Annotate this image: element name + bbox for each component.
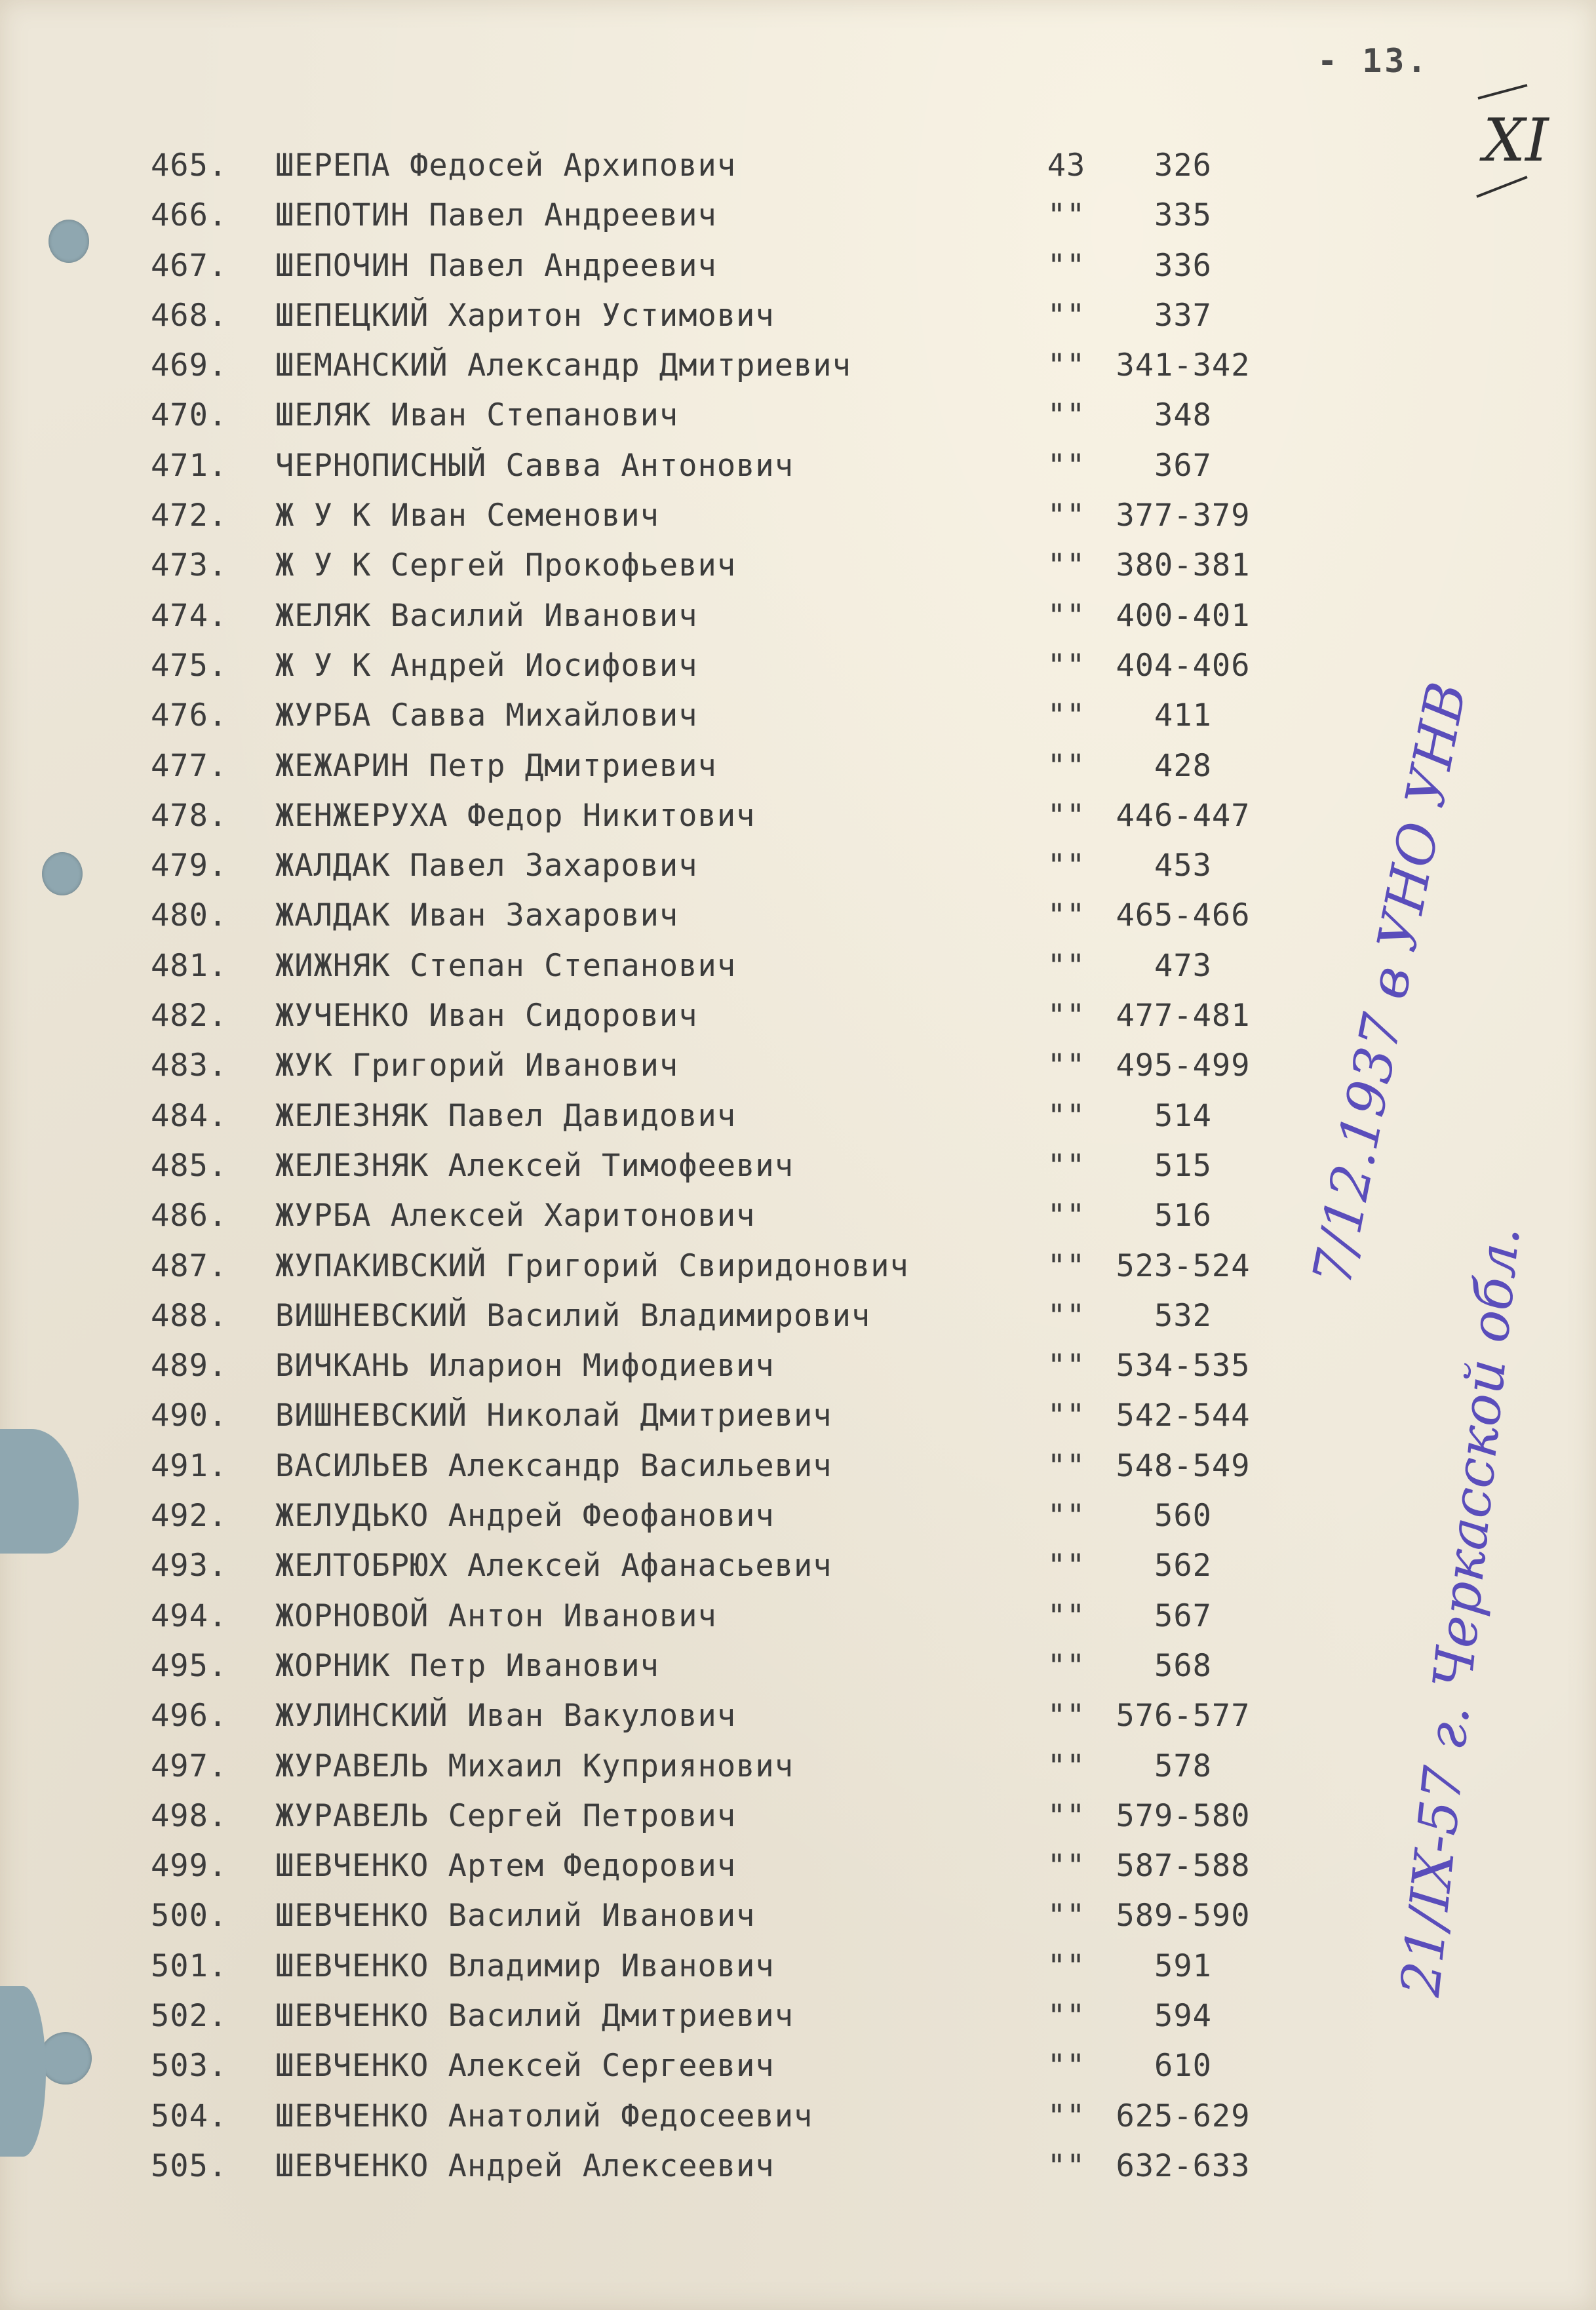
table-row (151, 1541, 1298, 1591)
entry-number: 473. (151, 547, 228, 584)
entry-pages: 579-580 (1116, 1797, 1251, 1834)
entry-name: ЖУПАКИВСКИЙ Григорий Свиридонович (275, 1247, 909, 1284)
entry-name: ЖУРБА Савва Михайлович (275, 697, 698, 734)
entry-pages: 548-549 (1116, 1447, 1251, 1484)
entry-ditto: "" (1047, 597, 1086, 634)
table-row (151, 791, 1298, 841)
table-row (151, 1841, 1298, 1891)
entry-ditto: "" (1047, 1698, 1086, 1734)
table-row (151, 641, 1298, 691)
table-row (151, 141, 1298, 191)
entry-pages: 348 (1154, 397, 1212, 434)
entry-pages: 495-499 (1116, 1047, 1251, 1084)
entry-ditto: "" (1047, 1297, 1086, 1334)
entry-name: Ж У К Андрей Иосифович (275, 647, 698, 684)
entry-pages: 576-577 (1116, 1698, 1251, 1734)
entry-name: ЖУРАВЕЛЬ Михаил Куприянович (275, 1748, 794, 1784)
margin-roman-numeral (1465, 72, 1549, 203)
table-row (151, 1141, 1298, 1191)
entry-ditto: "" (1047, 347, 1086, 384)
entry-name: ЖУЧЕНКО Иван Сидорович (275, 998, 698, 1034)
entry-ditto: "" (1047, 1097, 1086, 1134)
entry-name: ШЕЛЯК Иван Степанович (275, 397, 679, 434)
entry-number: 478. (151, 797, 228, 834)
table-row (151, 291, 1298, 341)
entry-ditto: "" (1047, 747, 1086, 784)
entry-ditto: "" (1047, 2098, 1086, 2134)
entry-ditto: "" (1047, 647, 1086, 684)
entry-pages: 632-633 (1116, 2147, 1251, 2184)
table-row (151, 1791, 1298, 1841)
table-row (151, 1441, 1298, 1491)
entry-number: 498. (151, 1797, 228, 1834)
entry-name: ЖЕНЖЕРУХА Федор Никитович (275, 797, 756, 834)
entry-pages: 560 (1154, 1498, 1212, 1535)
entry-number: 484. (151, 1097, 228, 1134)
entry-pages: 578 (1154, 1748, 1212, 1784)
entry-ditto: "" (1047, 1848, 1086, 1885)
entry-pages: 428 (1154, 747, 1212, 784)
handwritten-note-lower: 21/IX-57 г. Черкасской обл. (1390, 1223, 1532, 1999)
table-row (151, 991, 1298, 1041)
entry-name: ЖАЛДАК Иван Захарович (275, 897, 679, 934)
entry-number: 493. (151, 1548, 228, 1584)
entry-number: 468. (151, 297, 228, 334)
entry-ditto: "" (1047, 1647, 1086, 1684)
entry-pages: 523-524 (1116, 1247, 1251, 1284)
entry-name: ШЕРЕПА Федосей Архипович (275, 147, 737, 184)
table-row (151, 1691, 1298, 1741)
entry-pages: 337 (1154, 297, 1212, 334)
entry-name: ШЕПОТИН Павел Андреевич (275, 197, 717, 234)
table-row (151, 441, 1298, 491)
table-row (151, 341, 1298, 391)
punch-hole-bottom (39, 2032, 92, 2085)
table-row (151, 1742, 1298, 1791)
table-row (151, 391, 1298, 440)
entry-name: ШЕВЧЕНКО Анатолий Федосеевич (275, 2098, 813, 2134)
entry-name: ЧЕРНОПИСНЫЙ Савва Антонович (275, 447, 794, 484)
entry-ditto: "" (1047, 498, 1086, 534)
entry-name: ЖУК Григорий Иванович (275, 1047, 679, 1084)
entry-pages: 589-590 (1116, 1898, 1251, 1934)
punch-hole-top (49, 220, 89, 263)
entry-ditto: "" (1047, 1047, 1086, 1084)
entry-number: 487. (151, 1247, 228, 1284)
entry-name: ЖОРНОВОЙ Антон Иванович (275, 1597, 717, 1634)
entry-name: ШЕВЧЕНКО Артем Федорович (275, 1848, 737, 1885)
entry-pages: 404-406 (1116, 647, 1251, 684)
entry-pages: 568 (1154, 1647, 1212, 1684)
entry-number: 466. (151, 197, 228, 234)
entry-number: 496. (151, 1698, 228, 1734)
entry-number: 495. (151, 1647, 228, 1684)
table-row (151, 591, 1298, 641)
entry-number: 500. (151, 1898, 228, 1934)
torn-edge (0, 1429, 79, 1554)
entry-number: 476. (151, 697, 228, 734)
entry-pages: 477-481 (1116, 998, 1251, 1034)
entry-pages: 515 (1154, 1147, 1212, 1184)
entry-ditto: "" (1047, 1597, 1086, 1634)
table-row (151, 2041, 1298, 2091)
table-row (151, 841, 1298, 891)
table-row (151, 1391, 1298, 1441)
entry-pages: 610 (1154, 2048, 1212, 2085)
table-row (151, 1341, 1298, 1391)
entry-list (151, 141, 1298, 2191)
entry-ditto: "" (1047, 247, 1086, 284)
table-row (151, 941, 1298, 991)
entry-number: 490. (151, 1398, 228, 1434)
entry-name: ШЕВЧЕНКО Василий Дмитриевич (275, 1997, 794, 2034)
table-row (151, 1091, 1298, 1141)
entry-number: 504. (151, 2098, 228, 2134)
entry-ditto: "" (1047, 1797, 1086, 1834)
entry-number: 474. (151, 597, 228, 634)
entry-number: 497. (151, 1748, 228, 1784)
entry-ditto: "" (1047, 197, 1086, 234)
entry-name: ЖЕЛЕЗНЯК Алексей Тимофеевич (275, 1147, 794, 1184)
entry-pages: 542-544 (1116, 1398, 1251, 1434)
punch-hole-middle (42, 852, 83, 895)
entry-pages: 446-447 (1116, 797, 1251, 834)
entry-pages: 377-379 (1116, 498, 1251, 534)
entry-ditto: "" (1047, 797, 1086, 834)
entry-pages: 411 (1154, 697, 1212, 734)
entry-name: ЖОРНИК Петр Иванович (275, 1647, 659, 1684)
entry-name: ЖАЛДАК Павел Захарович (275, 848, 698, 884)
table-row (151, 1641, 1298, 1691)
table-row (151, 491, 1298, 541)
entry-ditto: "" (1047, 697, 1086, 734)
table-row (151, 1942, 1298, 1991)
entry-ditto: "" (1047, 947, 1086, 984)
entry-name: ШЕВЧЕНКО Андрей Алексеевич (275, 2147, 775, 2184)
table-row (151, 1491, 1298, 1541)
entry-ditto: "" (1047, 2048, 1086, 2085)
entry-ditto: "" (1047, 1348, 1086, 1384)
entry-name: ЖЕЛУДЬКО Андрей Феофанович (275, 1498, 775, 1535)
entry-pages: 567 (1154, 1597, 1212, 1634)
entry-pages: 336 (1154, 247, 1212, 284)
entry-pages: 473 (1154, 947, 1212, 984)
entry-number: 505. (151, 2147, 228, 2184)
entry-pages: 532 (1154, 1297, 1212, 1334)
entry-number: 499. (151, 1848, 228, 1885)
entry-ditto: "" (1047, 2147, 1086, 2184)
entry-pages: 367 (1154, 447, 1212, 484)
entry-name: ЖУЛИНСКИЙ Иван Вакулович (275, 1698, 737, 1734)
entry-name: ШЕПОЧИН Павел Андреевич (275, 247, 717, 284)
entry-number: 467. (151, 247, 228, 284)
entry-number: 475. (151, 647, 228, 684)
entry-pages: 453 (1154, 848, 1212, 884)
entry-name: ЖЕЛЕЗНЯК Павел Давидович (275, 1097, 737, 1134)
entry-number: 470. (151, 397, 228, 434)
table-row (151, 2092, 1298, 2142)
entry-number: 485. (151, 1147, 228, 1184)
entry-ditto: "" (1047, 1447, 1086, 1484)
entry-pages: 534-535 (1116, 1348, 1251, 1384)
entry-number: 494. (151, 1597, 228, 1634)
entry-name: ШЕМАНСКИЙ Александр Дмитриевич (275, 347, 851, 384)
entry-ditto: "" (1047, 897, 1086, 934)
entry-number: 503. (151, 2048, 228, 2085)
handwritten-note-upper: 7/12.1937 в УНО УНВ (1301, 677, 1479, 1291)
entry-name: Ж У К Иван Семенович (275, 498, 659, 534)
entry-number: 483. (151, 1047, 228, 1084)
entry-number: 486. (151, 1198, 228, 1234)
entry-pages: 594 (1154, 1997, 1212, 2034)
entry-pages: 587-588 (1116, 1848, 1251, 1885)
entry-pages: 341-342 (1116, 347, 1251, 384)
entry-pages: 380-381 (1116, 547, 1251, 584)
entry-ditto: "" (1047, 447, 1086, 484)
entry-pages: 514 (1154, 1097, 1212, 1134)
entry-ditto: "" (1047, 547, 1086, 584)
entry-ditto: "" (1047, 397, 1086, 434)
entry-name: ЖЕЛЯК Василий Иванович (275, 597, 698, 634)
entry-name: ВАСИЛЬЕВ Александр Васильевич (275, 1447, 832, 1484)
torn-edge-lower (0, 1986, 46, 2157)
entry-name: ЖИЖНЯК Степан Степанович (275, 947, 737, 984)
entry-ditto: "" (1047, 1748, 1086, 1784)
entry-ditto: "" (1047, 1247, 1086, 1284)
entry-name: ШЕВЧЕНКО Василий Иванович (275, 1898, 756, 1934)
entry-pages: 465-466 (1116, 897, 1251, 934)
entry-name: Ж У К Сергей Прокофьевич (275, 547, 737, 584)
entry-ditto: "" (1047, 848, 1086, 884)
table-row (151, 1242, 1298, 1291)
entry-pages: 335 (1154, 197, 1212, 234)
entry-number: 491. (151, 1447, 228, 1484)
entry-ditto: "" (1047, 1498, 1086, 1535)
entry-number: 488. (151, 1297, 228, 1334)
entry-name: ЖУРАВЕЛЬ Сергей Петрович (275, 1797, 737, 1834)
entry-name: ЖЕЖАРИН Петр Дмитриевич (275, 747, 717, 784)
entry-ditto: "" (1047, 1898, 1086, 1934)
entry-ditto: "" (1047, 1398, 1086, 1434)
table-row (151, 541, 1298, 591)
entry-number: 502. (151, 1997, 228, 2034)
entry-number: 492. (151, 1498, 228, 1535)
page-number: - 13. (1317, 42, 1430, 80)
entry-pages: 562 (1154, 1548, 1212, 1584)
entry-pages: 516 (1154, 1198, 1212, 1234)
entry-number: 480. (151, 897, 228, 934)
entry-number: 501. (151, 1948, 228, 1984)
table-row (151, 1291, 1298, 1341)
entry-name: ШЕВЧЕНКО Алексей Сергеевич (275, 2048, 775, 2085)
entry-ditto: "" (1047, 1147, 1086, 1184)
entry-number: 479. (151, 848, 228, 884)
entry-number: 471. (151, 447, 228, 484)
entry-number: 481. (151, 947, 228, 984)
table-row (151, 891, 1298, 941)
entry-name: ЖУРБА Алексей Харитонович (275, 1198, 756, 1234)
entry-pages: 326 (1154, 147, 1212, 184)
entry-ditto: 43 (1047, 147, 1086, 184)
entry-number: 469. (151, 347, 228, 384)
entry-ditto: "" (1047, 1948, 1086, 1984)
entry-name: ВИЧКАНЬ Иларион Мифодиевич (275, 1348, 775, 1384)
entry-name: ШЕПЕЦКИЙ Харитон Устимович (275, 297, 775, 334)
entry-number: 489. (151, 1348, 228, 1384)
entry-number: 477. (151, 747, 228, 784)
entry-number: 472. (151, 498, 228, 534)
entry-name: ВИШНЕВСКИЙ Василий Владимирович (275, 1297, 871, 1334)
entry-ditto: "" (1047, 297, 1086, 334)
table-row (151, 1041, 1298, 1091)
table-row (151, 2142, 1298, 2191)
table-row (151, 191, 1298, 241)
entry-pages: 591 (1154, 1948, 1212, 1984)
entry-pages: 400-401 (1116, 597, 1251, 634)
entry-ditto: "" (1047, 1548, 1086, 1584)
entry-name: ЖЕЛТОБРЮХ Алексей Афанасьевич (275, 1548, 832, 1584)
entry-ditto: "" (1047, 998, 1086, 1034)
entry-number: 465. (151, 147, 228, 184)
table-row (151, 741, 1298, 791)
entry-number: 482. (151, 998, 228, 1034)
entry-name: ШЕВЧЕНКО Владимир Иванович (275, 1948, 775, 1984)
table-row (151, 241, 1298, 291)
entry-name: ВИШНЕВСКИЙ Николай Дмитриевич (275, 1398, 832, 1434)
entry-ditto: "" (1047, 1198, 1086, 1234)
table-row (151, 691, 1298, 741)
entry-ditto: "" (1047, 1997, 1086, 2034)
margin-mark-text: XI (1483, 106, 1549, 175)
table-row (151, 1191, 1298, 1241)
entry-pages: 625-629 (1116, 2098, 1251, 2134)
table-row (151, 1891, 1298, 1941)
table-row (151, 1592, 1298, 1641)
table-row (151, 1991, 1298, 2041)
